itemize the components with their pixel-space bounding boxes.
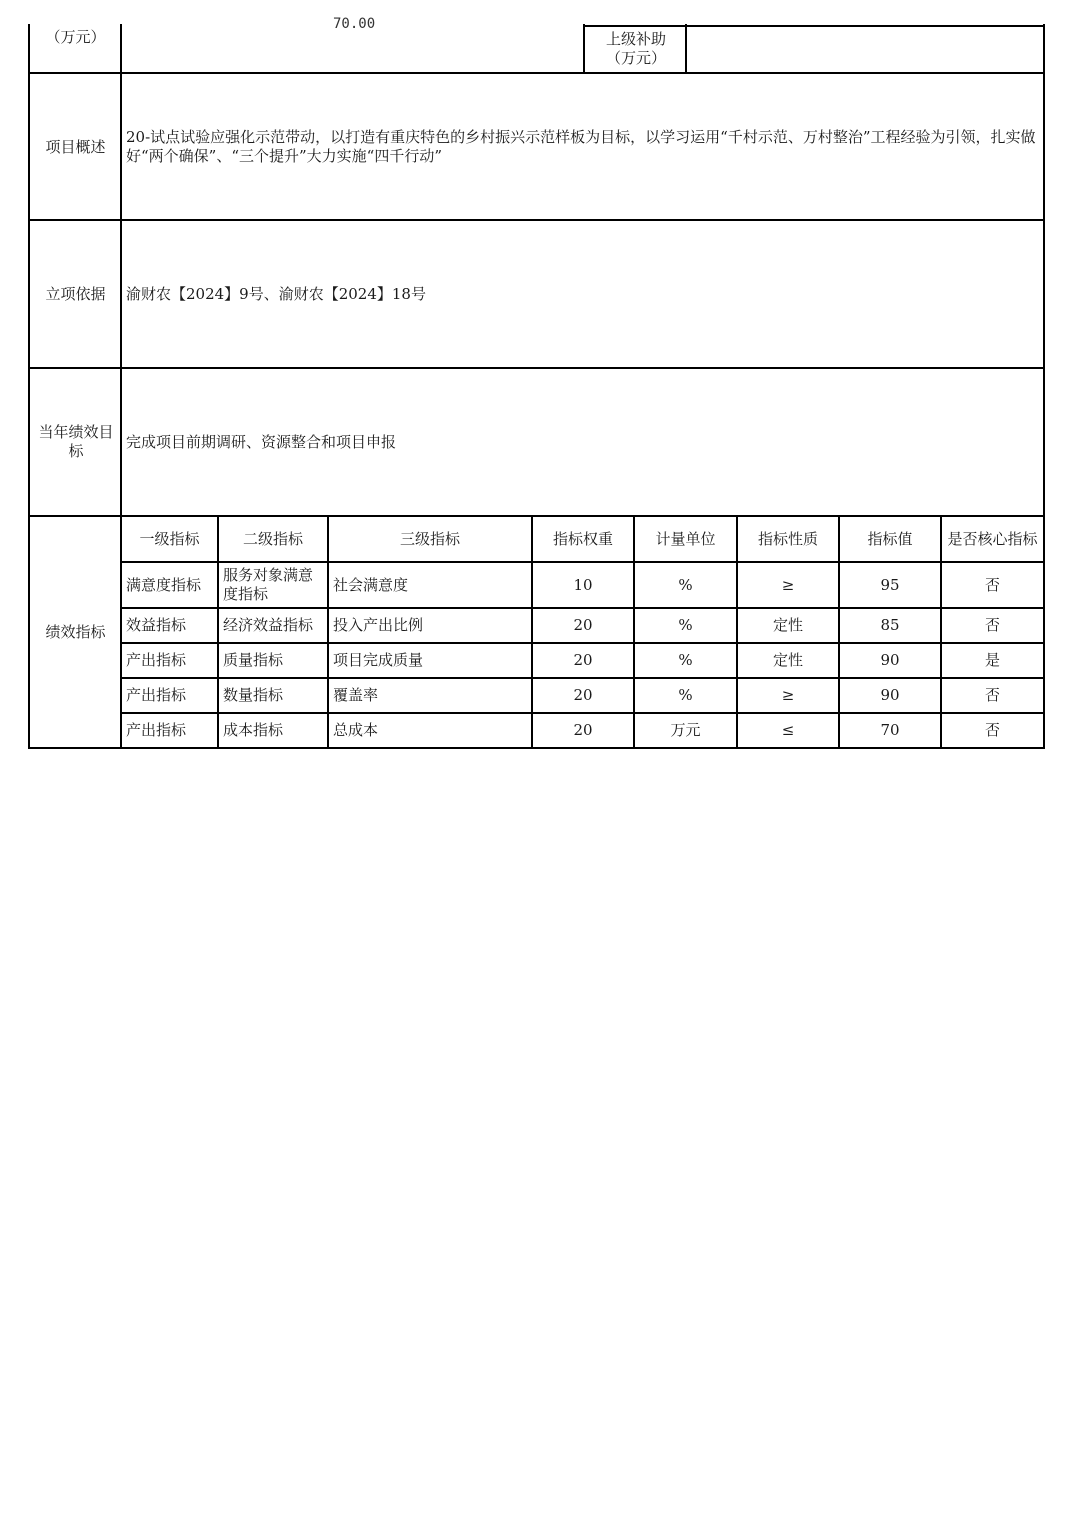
indicator-cell-benefit-4: 20: [573, 616, 593, 634]
border-ind-header-bottom: [120, 561, 1045, 563]
border-ind-row4-bottom: [120, 712, 1045, 714]
indicator-cell-benefit-3: 投入产出比例: [333, 616, 424, 634]
indicator-cell-quality-3: 项目完成质量: [333, 651, 424, 669]
indicator-cell-quality-1: 产出指标: [126, 651, 187, 669]
basis-text: 渝财农【2024】9号、渝财农【2024】18号: [126, 284, 426, 303]
indicator-header-3: 三级指标: [399, 529, 460, 548]
border-ind-col7: [940, 516, 942, 749]
indicator-cell-benefit-6: 定性: [772, 616, 803, 634]
indicator-cell-quantity-8: 否: [984, 686, 1000, 704]
border-ind-row2-bottom: [120, 642, 1045, 644]
border-left: [28, 24, 30, 749]
indicator-cell-benefit-2: 经济效益指标: [223, 616, 314, 634]
goal-label: 当年绩效目标: [38, 423, 114, 460]
indicator-header-4: 指标权重: [552, 529, 613, 548]
border-basis-bottom: [29, 367, 1045, 369]
indicator-cell-satisfaction-3: 社会满意度: [333, 575, 409, 594]
indicators-label: 绩效指标: [45, 623, 106, 641]
indicator-cell-quantity-1: 产出指标: [126, 686, 187, 704]
border-ind-col5: [736, 516, 738, 749]
indicator-cell-quantity-6: ≥: [781, 686, 795, 704]
budget-amount: 70.00: [333, 16, 376, 32]
indicator-header-5: 计量单位: [655, 529, 716, 548]
border-ind-col2: [327, 516, 329, 749]
indicator-cell-quality-7: 90: [880, 651, 900, 669]
indicator-cell-cost-3: 总成本: [333, 721, 379, 739]
indicator-header-8: 是否核心指标: [947, 529, 1038, 548]
indicator-cell-quality-6: 定性: [772, 651, 803, 669]
indicator-cell-cost-8: 否: [984, 721, 1000, 739]
goal-text: 完成项目前期调研、资源整合和项目申报: [126, 432, 397, 451]
indicator-header-7: 指标值: [867, 529, 913, 548]
indicator-cell-quality-8: 是: [984, 651, 1000, 669]
indicator-header-2: 二级指标: [242, 529, 303, 548]
indicator-cell-quality-2: 质量指标: [223, 651, 284, 669]
indicator-cell-benefit-7: 85: [880, 616, 900, 634]
indicator-cell-cost-1: 产出指标: [126, 721, 187, 739]
indicator-cell-satisfaction-5: %: [678, 575, 693, 594]
border-subsidy-top: [584, 25, 1045, 27]
indicator-cell-quality-4: 20: [573, 651, 593, 669]
indicator-header-6: 指标性质: [757, 529, 818, 548]
overview-text: 20-试点试验应强化示范带动，以打造有重庆特色的乡村振兴示范样板为目标，以学习运用“千村示范、万村整治”工程经验为引领，扎实做好“两个确保”、“三个提升”大力实施“四千行动”: [126, 128, 1036, 165]
indicator-cell-satisfaction-8: 否: [984, 575, 1000, 594]
indicator-cell-cost-4: 20: [573, 721, 593, 739]
indicator-header-1: 一级指标: [139, 529, 200, 548]
indicator-cell-quantity-3: 覆盖率: [333, 686, 379, 704]
border-ind-row1-bottom: [120, 607, 1045, 609]
overview-label: 项目概述: [45, 137, 106, 156]
indicator-cell-quality-5: %: [678, 651, 693, 669]
indicator-cell-cost-2: 成本指标: [223, 721, 284, 739]
indicator-cell-benefit-8: 否: [984, 616, 1000, 634]
superior-subsidy-value: [688, 28, 1042, 70]
indicator-cell-quantity-4: 20: [573, 686, 593, 704]
border-label-column: [120, 24, 122, 749]
border-goal-bottom: [29, 515, 1045, 517]
indicator-cell-cost-6: ≤: [781, 721, 795, 739]
indicator-cell-benefit-5: %: [678, 616, 693, 634]
border-ind-col3: [531, 516, 533, 749]
basis-label: 立项依据: [45, 284, 106, 303]
border-ind-col1: [217, 516, 219, 749]
indicator-cell-quantity-5: %: [678, 686, 693, 704]
indicator-cell-cost-5: 万元: [670, 721, 701, 739]
border-ind-col6: [838, 516, 840, 749]
border-subsidy-value-left: [685, 24, 687, 73]
border-right: [1043, 24, 1045, 749]
border-table-bottom: [29, 747, 1045, 749]
indicator-cell-satisfaction-4: 10: [573, 575, 593, 594]
indicator-cell-quantity-2: 数量指标: [223, 686, 284, 704]
border-subsidy-left: [583, 24, 585, 73]
indicator-cell-satisfaction-2: 服务对象满意度指标: [223, 566, 314, 603]
indicator-cell-satisfaction-1: 满意度指标: [126, 575, 202, 594]
indicator-cell-benefit-1: 效益指标: [126, 616, 187, 634]
budget-unit-label: （万元）: [45, 27, 106, 46]
border-overview-bottom: [29, 219, 1045, 221]
indicator-cell-quantity-7: 90: [880, 686, 900, 704]
indicator-cell-cost-7: 70: [880, 721, 900, 739]
border-ind-row3-bottom: [120, 677, 1045, 679]
indicator-cell-satisfaction-7: 95: [880, 575, 900, 594]
indicator-cell-satisfaction-6: ≥: [781, 575, 795, 594]
superior-subsidy-label: 上级补助 （万元）: [605, 30, 666, 67]
border-top-row-bottom: [29, 72, 1045, 74]
border-ind-col4: [633, 516, 635, 749]
